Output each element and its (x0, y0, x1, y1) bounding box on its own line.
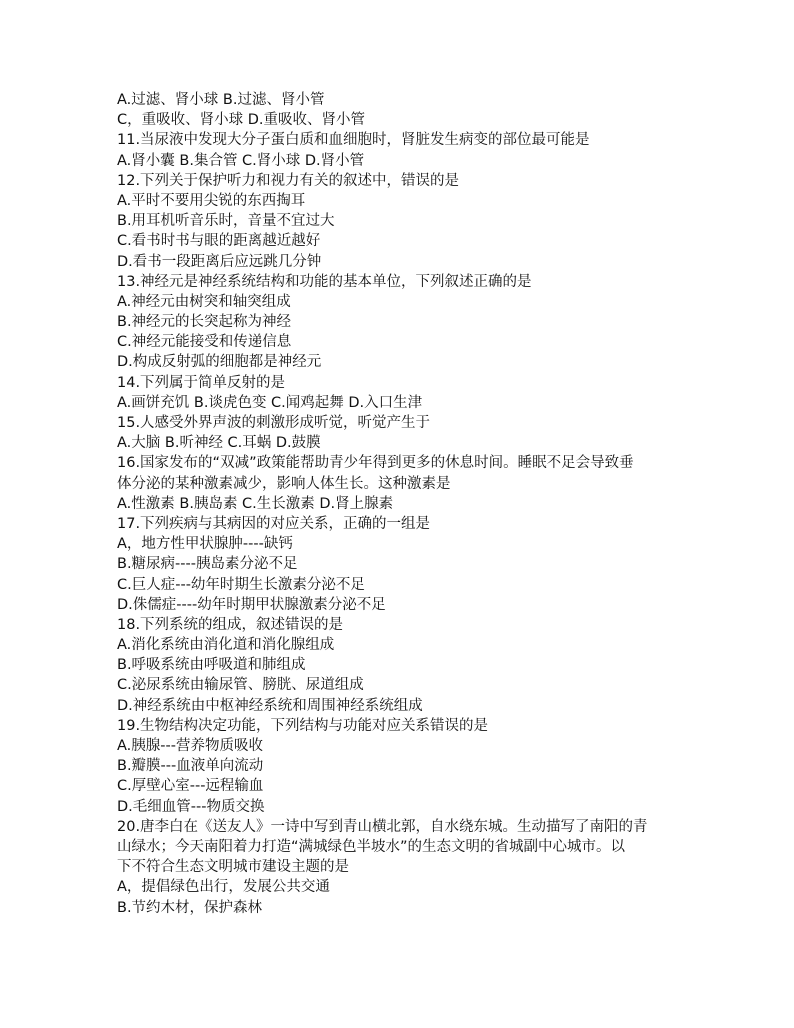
answer-option: B.瓣膜---血液单向流动 (117, 758, 264, 775)
question-stem: 17.下列疾病与其病因的对应关系，正确的一组是 (117, 515, 431, 532)
answer-options: A.画饼充饥 B.谈虎色变 C.闻鸡起舞 D.入口生津 (117, 394, 423, 411)
answer-option: C.神经元能接受和传递信息 (117, 334, 292, 351)
question-stem-continued: 山绿水；今天南阳着力打造“满城绿色半坡水”的生态文明的省城副中心城市。以 (117, 838, 626, 855)
answer-option: A，地方性甲状腺肿----缺钙 (117, 536, 293, 553)
document-page (117, 90, 777, 918)
question-stem: 12.下列关于保护听力和视力有关的叙述中，错误的是 (117, 172, 460, 189)
answer-options: A.性激素 B.胰岛素 C.生长激素 D.肾上腺素 (117, 495, 394, 512)
answer-option: C.厚壁心室---远程输血 (117, 778, 264, 795)
answer-options: A.肾小囊 B.集合管 C.肾小球 D.肾小管 (117, 152, 365, 169)
answer-option: A.平时不要用尖锐的东西掏耳 (117, 192, 306, 209)
question-stem: 13.神经元是神经系统结构和功能的基本单位，下列叙述正确的是 (117, 273, 532, 290)
answer-option: D.神经系统由中枢神经系统和周围神经系统组成 (117, 697, 423, 714)
text-line: A.过滤、肾小球 B.过滤、肾小管 (117, 92, 325, 108)
question-stem: 19.生物结构决定功能，下列结构与功能对应关系错误的是 (117, 717, 489, 734)
answer-option: D.构成反射弧的细胞都是神经元 (117, 354, 322, 371)
answer-option: B.糖尿病----胰岛素分泌不足 (117, 556, 298, 573)
answer-option: B.用耳机听音乐时，音量不宜过大 (117, 213, 335, 230)
question-stem: 20.唐李白在《送友人》一诗中写到青山横北郭，自水绕东城。生动描写了南阳的青 (117, 818, 648, 835)
answer-option: A.胰腺---营养物质吸收 (117, 738, 263, 754)
answer-option: A.消化系统由消化道和消化腺组成 (117, 637, 335, 654)
question-stem: 15.人感受外界声波的刺激形成听觉，听觉产生于 (117, 415, 431, 431)
text-line: C，重吸收、肾小球 D.重吸收、肾小管 (117, 112, 366, 129)
answer-options: A.大脑 B.听神经 C.耳蜗 D.鼓膜 (117, 435, 321, 452)
answer-option: C.巨人症---幼年时期生长激素分泌不足 (117, 576, 365, 593)
question-stem: 14.下列属于简单反射的是 (117, 374, 286, 391)
answer-option: B.节约木材，保护森林 (117, 899, 263, 916)
answer-option: D.看书一段距离后应远跳几分钟 (117, 253, 322, 270)
answer-option: D.侏儒症----幼年时期甲状腺激素分泌不足 (117, 596, 386, 613)
answer-option: A，提倡绿色出行，发展公共交通 (117, 879, 330, 896)
question-stem: 11.当尿液中发现大分子蛋白质和血细胞时，肾脏发生病变的部位最可能是 (117, 132, 590, 149)
answer-option: A.神经元由树突和轴突组成 (117, 293, 291, 310)
question-stem: 16.国家发布的“双减”政策能帮助青少年得到更多的休息时间。睡眠不足会导致垂 (117, 455, 634, 472)
answer-option: B.神经元的长突起称为神经 (117, 314, 292, 331)
answer-option: C.看书时书与眼的距离越近越好 (117, 233, 321, 250)
answer-option: D.毛细血管---物质交换 (117, 798, 265, 815)
question-stem-continued: 下不符合生态文明城市建设主题的是 (117, 859, 349, 876)
answer-option: C.泌尿系统由输尿管、膀胱、尿道组成 (117, 677, 364, 694)
question-stem: 18.下列系统的组成，叙述错误的是 (117, 616, 344, 633)
answer-option: B.呼吸系统由呼吸道和肺组成 (117, 657, 306, 674)
question-stem-continued: 体分泌的某种激素减少，影响人体生长。这种激素是 (117, 475, 451, 492)
